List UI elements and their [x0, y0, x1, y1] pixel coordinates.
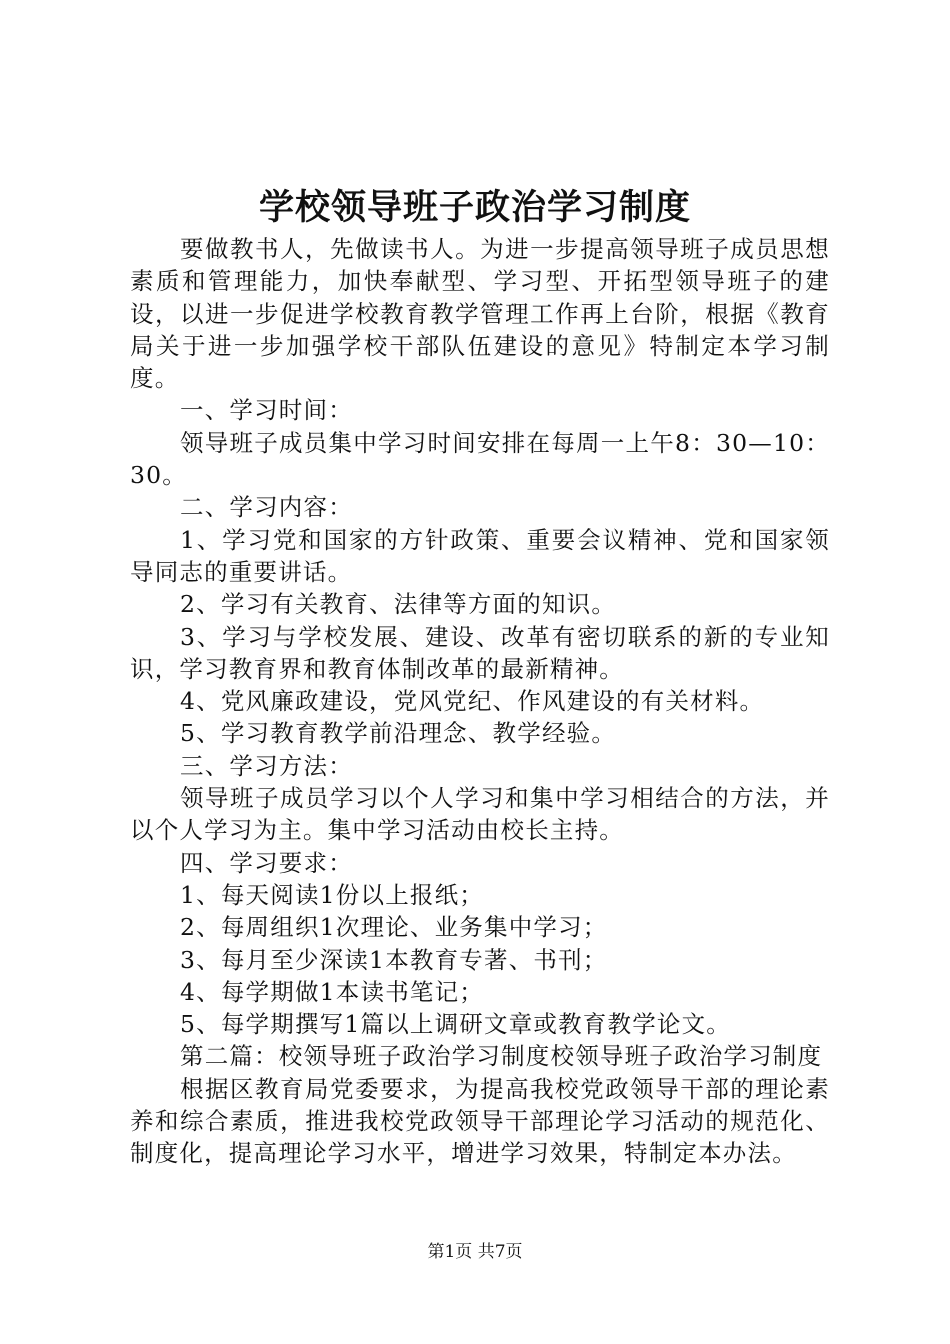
- second-article-paragraph: 根据区教育局党委要求，为提高我校党政领导干部的理论素养和综合素质，推进我校党政领导干部理论学习活动的规范化、制度化，提高理论学习水平，增进学习效果，特制定本办法。: [130, 1074, 830, 1168]
- document-body: [130, 233, 830, 1170]
- requirement-item: 1、每天阅读1份以上报纸；: [180, 880, 485, 909]
- section-heading-method: 三、学习方法：: [180, 751, 353, 780]
- content-item: 5、学习教育教学前沿理念、教学经验。: [180, 719, 617, 748]
- requirement-item: 2、每周组织1次理论、业务集中学习；: [180, 913, 608, 942]
- section-heading-time: 一、学习时间：: [180, 396, 353, 425]
- requirement-item: 5、每学期撰写1篇以上调研文章或教育教学论文。: [180, 1010, 732, 1039]
- intro-paragraph: 要做教书人，先做读书人。为进一步提高领导班子成员思想素质和管理能力，加快奉献型、学习型、开拓型领导班子的建设，以进一步促进学校教育教学管理工作再上台阶，根据《教育局关于进一步加强学校干部队伍建设的意见》特制定本学习制度。: [130, 235, 830, 393]
- method-paragraph: 领导班子成员学习以个人学习和集中学习相结合的方法，并以个人学习为主。集中学习活动由校长主持。: [130, 784, 830, 845]
- section-heading-requirements: 四、学习要求：: [180, 848, 353, 877]
- content-item: 2、学习有关教育、法律等方面的知识。: [180, 590, 617, 619]
- content-item: 4、党风廉政建设，党风党纪、作风建设的有关材料。: [180, 687, 765, 716]
- section-heading-content: 二、学习内容：: [180, 493, 353, 522]
- time-paragraph: 领导班子成员集中学习时间安排在每周一上午8：30—10：30。: [130, 428, 830, 490]
- content-item: 1、学习党和国家的方针政策、重要会议精神、党和国家领导同志的重要讲话。: [130, 525, 830, 586]
- requirement-item: 4、每学期做1本读书笔记；: [180, 977, 485, 1006]
- second-article-heading: 第二篇：校领导班子政治学习制度校领导班子政治学习制度: [180, 1042, 823, 1071]
- document-title: 学校领导班子政治学习制度: [258, 187, 691, 228]
- page-number: 第1页 共7页: [427, 1242, 523, 1262]
- content-item: 3、学习与学校发展、建设、改革有密切联系的新的专业知识，学习教育界和教育体制改革的最新精神。: [130, 622, 830, 683]
- requirement-item: 3、每月至少深读1本教育专著、书刊；: [180, 945, 608, 974]
